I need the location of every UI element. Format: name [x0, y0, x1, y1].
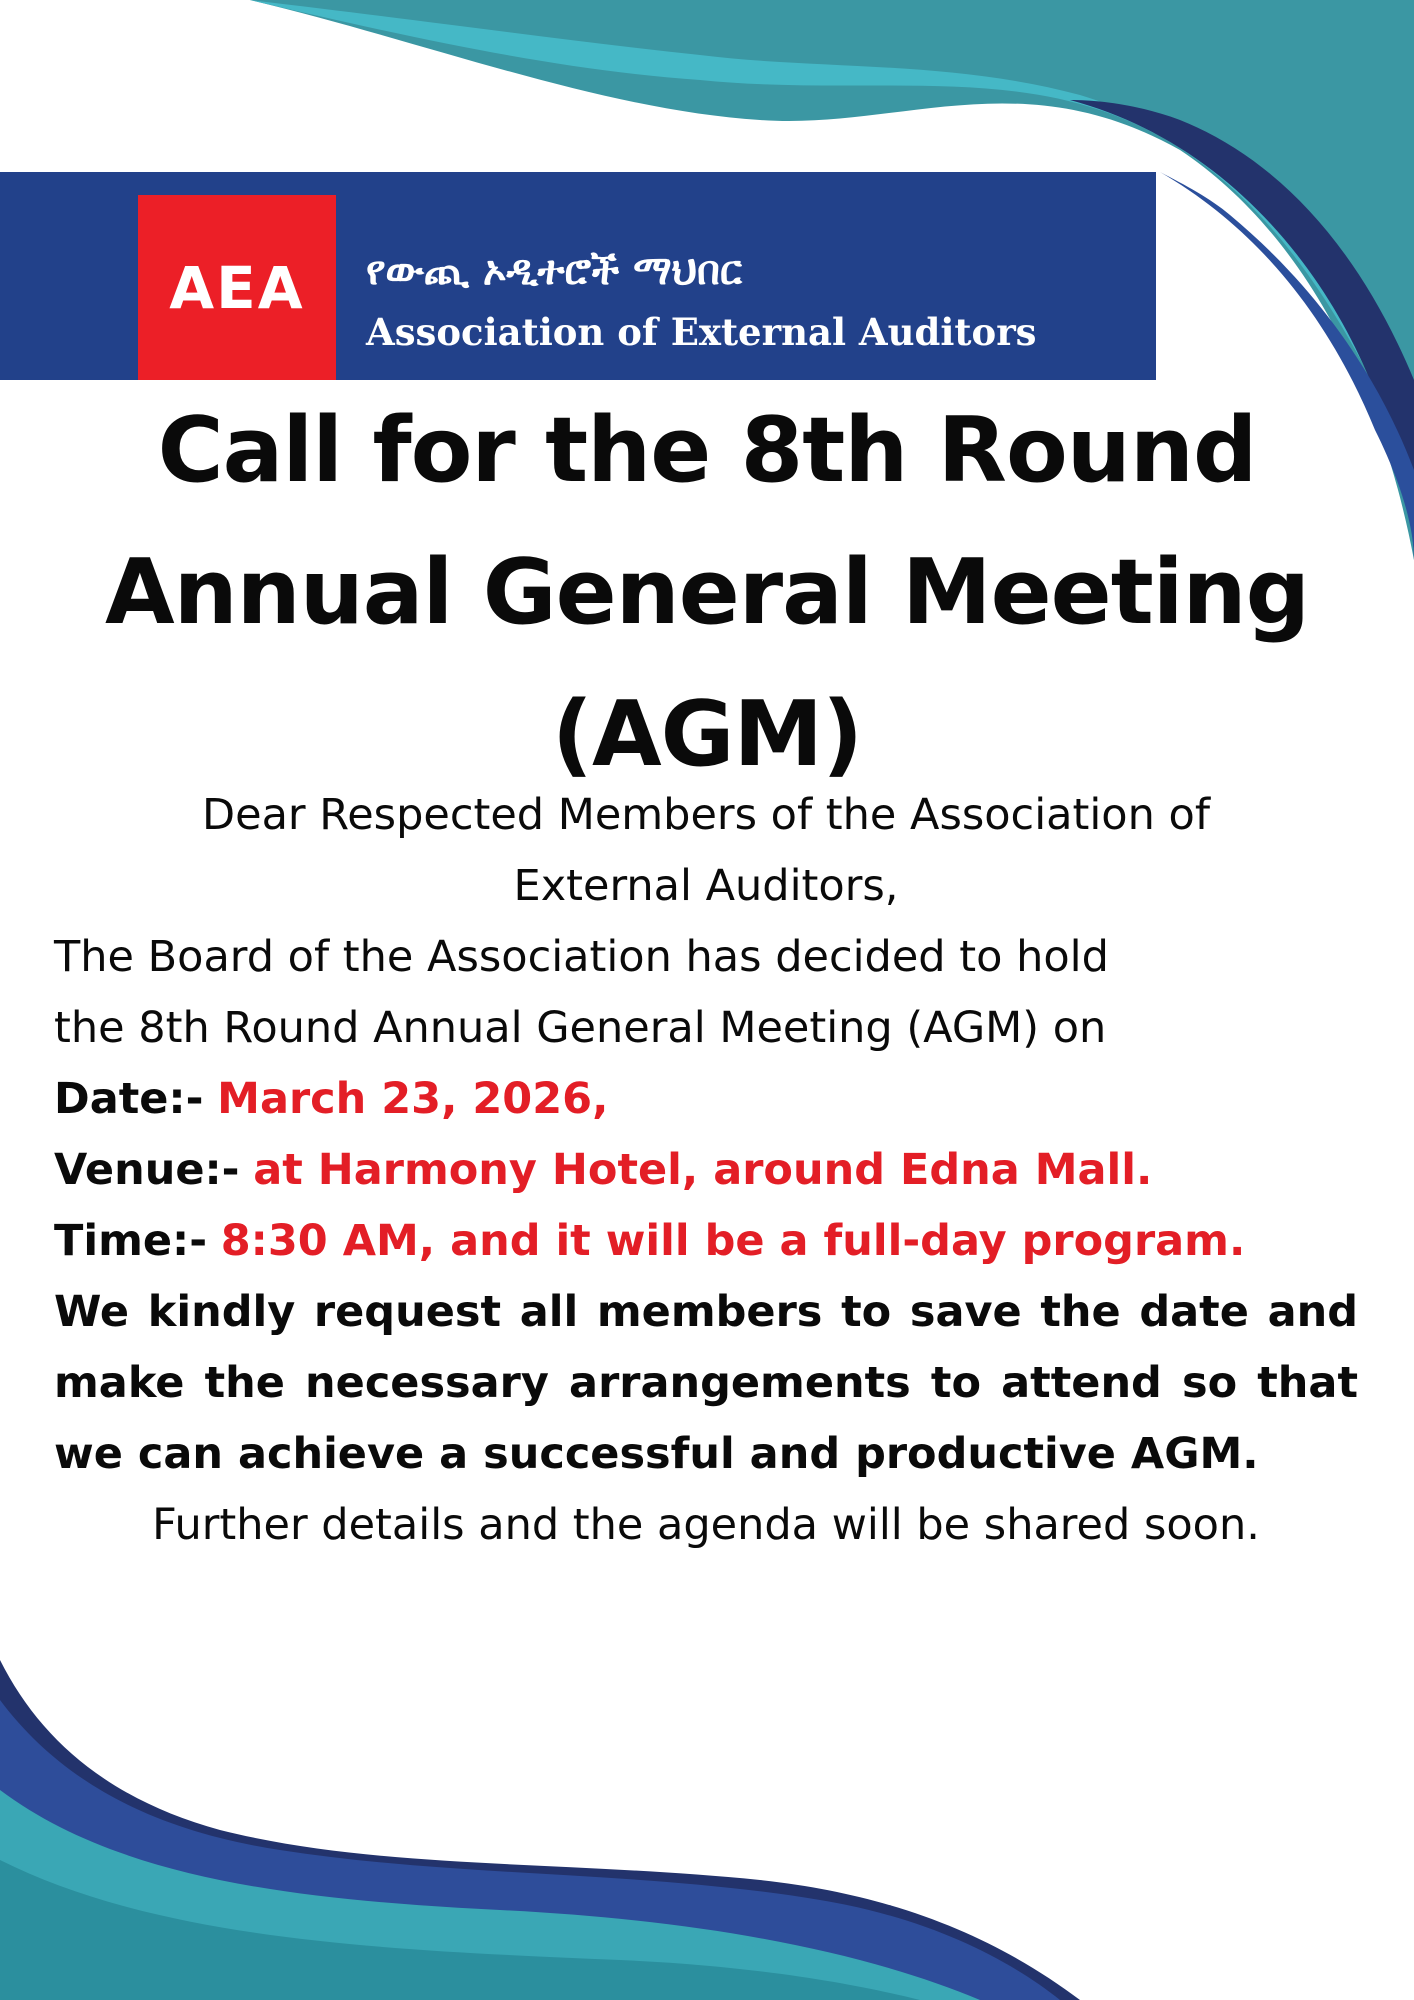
time-row: [54, 1206, 1358, 1277]
title-line-2: Annual General Meeting: [104, 540, 1310, 645]
venue-label: Venue:-: [54, 1145, 240, 1195]
title-line-3: (AGM): [551, 682, 863, 787]
aea-logo: [138, 195, 336, 380]
title-line-1: Call for the 8th Round: [157, 398, 1257, 503]
greeting-line-1: Dear Respected Members of the Association of: [202, 790, 1210, 840]
time-label: Time:-: [54, 1216, 208, 1266]
date-row: [54, 1064, 1358, 1135]
closing-note: Further details and the agenda will be shared soon.: [152, 1500, 1260, 1550]
greeting-line-2: External Auditors,: [513, 861, 899, 911]
attendance-request: We kindly request all members to save the date and make the necessary arrangements to attend so that we can achieve a successful and productive AGM.: [54, 1287, 1358, 1479]
venue-value: at Harmony Hotel, around Edna Mall.: [253, 1145, 1153, 1195]
logo-text: AEA: [169, 253, 305, 322]
date-label: Date:-: [54, 1074, 204, 1124]
intro-line-1: The Board of the Association has decided to hold: [54, 932, 1109, 982]
org-name-english: Association of External Auditors: [366, 310, 1037, 354]
org-name-amharic: የውጪ ኦዲተሮች ማህበር: [366, 248, 743, 294]
intro-line-2: the 8th Round Annual General Meeting (AGM) on: [54, 1003, 1107, 1053]
venue-row: [54, 1135, 1358, 1206]
date-value: March 23, 2026,: [217, 1074, 609, 1124]
page-title: [40, 380, 1374, 806]
announcement-body: [54, 780, 1358, 1561]
time-value: 8:30 AM, and it will be a full-day program.: [220, 1216, 1246, 1266]
